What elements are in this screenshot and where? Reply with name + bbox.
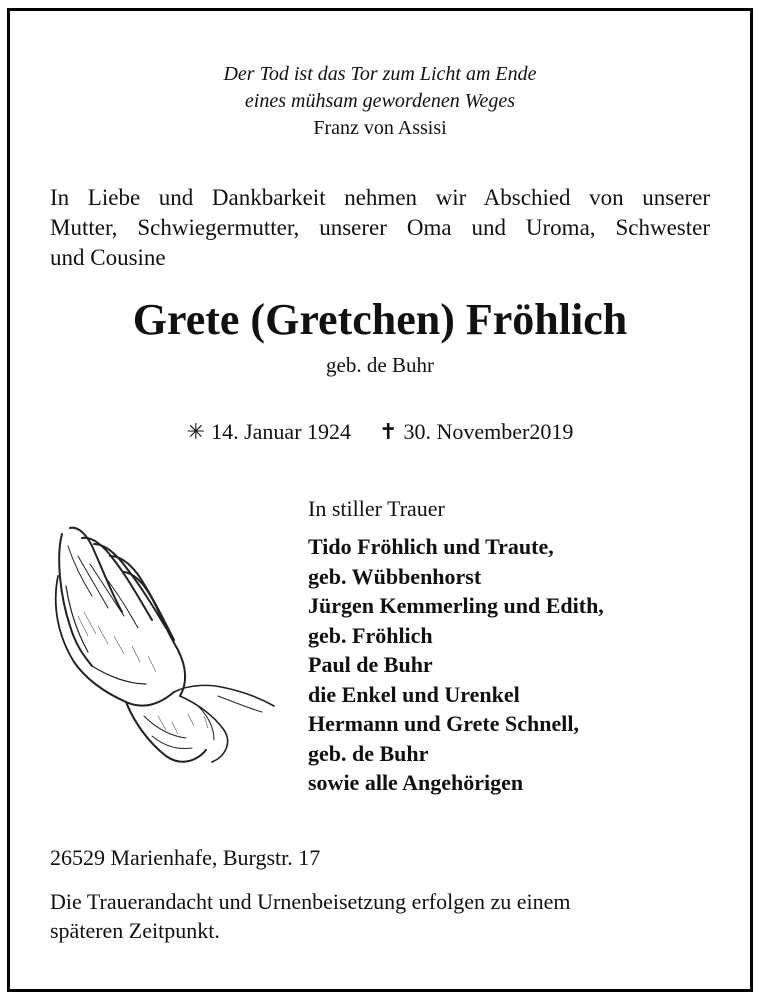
mourner-line: Hermann und Grete Schnell, <box>308 711 579 736</box>
death-date: 30. November2019 <box>403 419 574 444</box>
mourner-line: Jürgen Kemmerling und Edith, <box>308 593 604 618</box>
intro-line-2: Mutter, Schwiegermutter, unserer Oma und Uroma, Schwester <box>50 215 710 240</box>
mourner-line: geb. Fröhlich <box>308 622 433 648</box>
mourners-lead: In stiller Trauer <box>308 496 445 521</box>
mourner-line: die Enkel und Urenkel <box>308 681 520 707</box>
mourner-line: Tido Fröhlich und Traute, <box>308 534 554 559</box>
funeral-notice <box>50 887 730 945</box>
intro-text <box>50 183 710 273</box>
praying-hands-icon <box>48 516 278 786</box>
mourner-line: geb. de Buhr <box>308 740 429 766</box>
notice-line-1: Die Trauerandacht und Urnenbeisetzung erfolgen zu einem <box>50 889 571 914</box>
motto-author: Franz von Assisi <box>313 117 447 139</box>
mourner-line: Paul de Buhr <box>308 652 433 677</box>
mourner-line: geb. Wübbenhorst <box>308 563 482 589</box>
mourners-block <box>308 494 604 798</box>
deceased-name: Grete (Gretchen) Fröhlich <box>132 295 628 344</box>
birth-date: 14. Januar 1924 <box>211 419 352 444</box>
birth-star-icon: ✳ <box>186 419 206 444</box>
life-dates <box>10 419 750 445</box>
motto-line-2: eines mühsam gewordenen Weges <box>244 90 516 112</box>
birth-name: geb. de Buhr <box>326 353 434 377</box>
mourner-line: sowie alle Angehörigen <box>308 770 524 795</box>
motto-line-1: Der Tod ist das Tor zum Licht am Ende <box>223 63 537 85</box>
obituary-card <box>7 8 753 992</box>
intro-line-3: und Cousine <box>50 245 166 270</box>
motto-quote <box>10 61 750 142</box>
death-cross-icon: ✝ <box>379 419 398 444</box>
notice-line-2: späteren Zeitpunkt. <box>50 918 220 943</box>
family-address: 26529 Marienhafe, Burgstr. 17 <box>50 845 321 870</box>
intro-line-1: In Liebe und Dankbarkeit nehmen wir Abschied von unserer <box>50 185 710 210</box>
